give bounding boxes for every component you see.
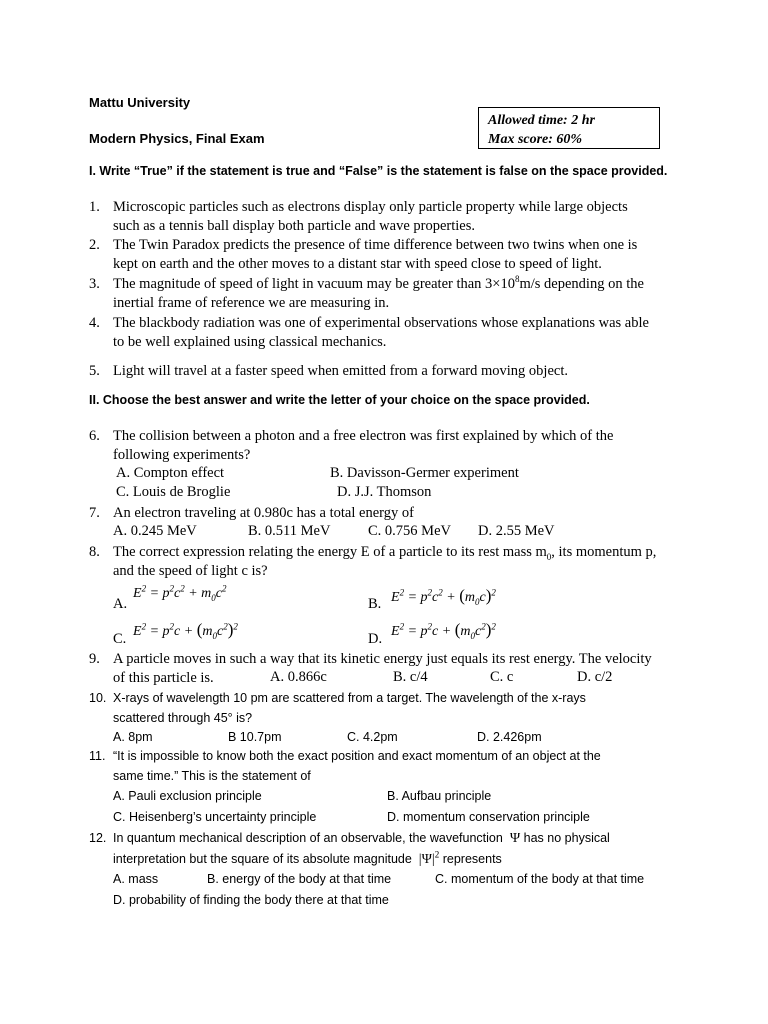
question-text: , its momentum p, bbox=[551, 544, 657, 560]
question-text: kept on earth and the other moves to a distant star with speed close to speed of light. bbox=[113, 256, 602, 272]
question-number: 3. bbox=[89, 276, 100, 292]
section2-instruction: II. Choose the best answer and write the letter of your choice on the space provided. bbox=[89, 393, 590, 407]
question-text: and the speed of light c is? bbox=[113, 563, 268, 579]
question-text: interpretation but the square of its absolute magnitude bbox=[113, 852, 412, 866]
q12-option-d: D. probability of finding the body there at that time bbox=[113, 893, 389, 907]
q6-option-d: D. J.J. Thomson bbox=[337, 484, 432, 500]
question-number: 5. bbox=[89, 363, 100, 379]
q9-option-a: A. 0.866c bbox=[270, 669, 327, 685]
question-number: 4. bbox=[89, 315, 100, 331]
q8-equation-b: $E^2 = p^2c^2 + (m_0c)^2$ bbox=[391, 586, 496, 607]
question-text: A particle moves in such a way that its kinetic energy just equals its rest energy. The velocity bbox=[113, 651, 652, 667]
question-text: “It is impossible to know both the exact position and exact momentum of an object at the bbox=[113, 749, 601, 763]
question-number: 9. bbox=[89, 651, 100, 667]
q7-option-a: A. 0.245 MeV bbox=[113, 523, 197, 539]
question-number: 11. bbox=[89, 749, 106, 763]
question-text: same time.” This is the statement of bbox=[113, 769, 311, 783]
question-text: m/s depending on the bbox=[519, 276, 644, 292]
question-text: Microscopic particles such as electrons display only particle property while large objects bbox=[113, 199, 628, 215]
section1-instruction: I. Write “True” if the statement is true and “False” is the statement is false on the space provided. bbox=[89, 164, 668, 178]
q6-option-a: A. Compton effect bbox=[116, 465, 225, 481]
q9-option-b: B. c/4 bbox=[393, 669, 428, 685]
university-name: Mattu University bbox=[89, 95, 191, 110]
question-text: inertial frame of reference we are measuring in. bbox=[113, 295, 390, 311]
question-number: 12. bbox=[89, 831, 107, 845]
question-text: of this particle is. bbox=[113, 670, 214, 686]
question-text: In quantum mechanical description of an observable, the wavefunction bbox=[113, 831, 503, 845]
q9-option-c: C. c bbox=[490, 669, 514, 685]
allowed-time: Allowed time: 2 hr bbox=[488, 113, 595, 128]
q8-equation-a: $E^2 = p^2c^2 + m_0c^2$ bbox=[133, 583, 227, 603]
q8-label-d: D. bbox=[368, 631, 383, 647]
q12-option-c: C. momentum of the body at that time bbox=[435, 872, 645, 886]
q11-option-a: A. Pauli exclusion principle bbox=[113, 789, 262, 803]
q7-option-c: C. 0.756 MeV bbox=[368, 523, 451, 539]
psi-symbol: Ψ bbox=[506, 831, 524, 846]
q11-option-c: C. Heisenberg’s uncertainty principle bbox=[113, 810, 317, 824]
question-number: 10. bbox=[89, 691, 107, 705]
subscript: 0 bbox=[546, 551, 552, 562]
question-text: such as a tennis ball display both particle and wave properties. bbox=[113, 218, 475, 234]
q7-option-d: D. 2.55 MeV bbox=[478, 523, 555, 539]
question-text: represents bbox=[442, 852, 502, 866]
question-text: X-rays of wavelength 10 pm are scattered from a target. The wavelength of the x-rays bbox=[113, 691, 586, 705]
question-number: 1. bbox=[89, 199, 100, 215]
q10-option-b: B 10.7pm bbox=[228, 730, 282, 744]
superscript: 8 bbox=[514, 274, 520, 285]
psi-magnitude-squared: $|\Psi|^2$ bbox=[415, 849, 440, 867]
q12-option-b: B. energy of the body at that time bbox=[207, 872, 392, 886]
question-text: to be well explained using classical mechanics. bbox=[113, 334, 387, 350]
q11-option-d: D. momentum conservation principle bbox=[387, 810, 590, 824]
q8-label-c: C. bbox=[113, 631, 127, 647]
q8-equation-d: $E^2 = p^2c + (m_0c^2)^2$ bbox=[391, 620, 496, 641]
question-number: 7. bbox=[89, 505, 100, 521]
q8-equation-c: $E^2 = p^2c + (m_0c^2)^2$ bbox=[133, 620, 238, 641]
q11-option-b: B. Aufbau principle bbox=[387, 789, 492, 803]
question-text: Light will travel at a faster speed when emitted from a forward moving object. bbox=[113, 363, 568, 379]
question-number: 6. bbox=[89, 428, 100, 444]
max-score: Max score: 60% bbox=[488, 132, 583, 147]
question-text: The collision between a photon and a free electron was first explained by which of the bbox=[113, 428, 614, 444]
question-text: The Twin Paradox predicts the presence of time difference between two twins when one is bbox=[113, 237, 638, 253]
q6-option-b: B. Davisson-Germer experiment bbox=[330, 465, 519, 481]
q10-option-d: D. 2.426pm bbox=[477, 730, 542, 744]
q10-option-c: C. 4.2pm bbox=[347, 730, 398, 744]
q8-label-a: A. bbox=[113, 596, 128, 612]
question-text: scattered through 45° is? bbox=[113, 711, 253, 725]
question-number: 8. bbox=[89, 544, 100, 560]
question-text: following experiments? bbox=[113, 447, 251, 463]
question-text: The magnitude of speed of light in vacuum may be greater than 3×10 bbox=[113, 276, 515, 292]
question-number: 2. bbox=[89, 237, 100, 253]
q10-option-a: A. 8pm bbox=[113, 730, 153, 744]
exam-title: Modern Physics, Final Exam bbox=[89, 131, 265, 146]
q12-option-a: A. mass bbox=[113, 872, 159, 886]
q7-option-b: B. 0.511 MeV bbox=[248, 523, 331, 539]
question-text: The correct expression relating the energy E of a particle to its rest mass m bbox=[113, 544, 547, 560]
exam-info-box bbox=[478, 107, 660, 149]
question-text: The blackbody radiation was one of experimental observations whose explanations was able bbox=[113, 315, 649, 331]
question-text: has no physical bbox=[523, 831, 610, 845]
q8-label-b: B. bbox=[368, 596, 382, 612]
question-text: An electron traveling at 0.980c has a total energy of bbox=[113, 505, 414, 521]
q9-option-d: D. c/2 bbox=[577, 669, 613, 685]
q6-option-c: C. Louis de Broglie bbox=[116, 484, 231, 500]
